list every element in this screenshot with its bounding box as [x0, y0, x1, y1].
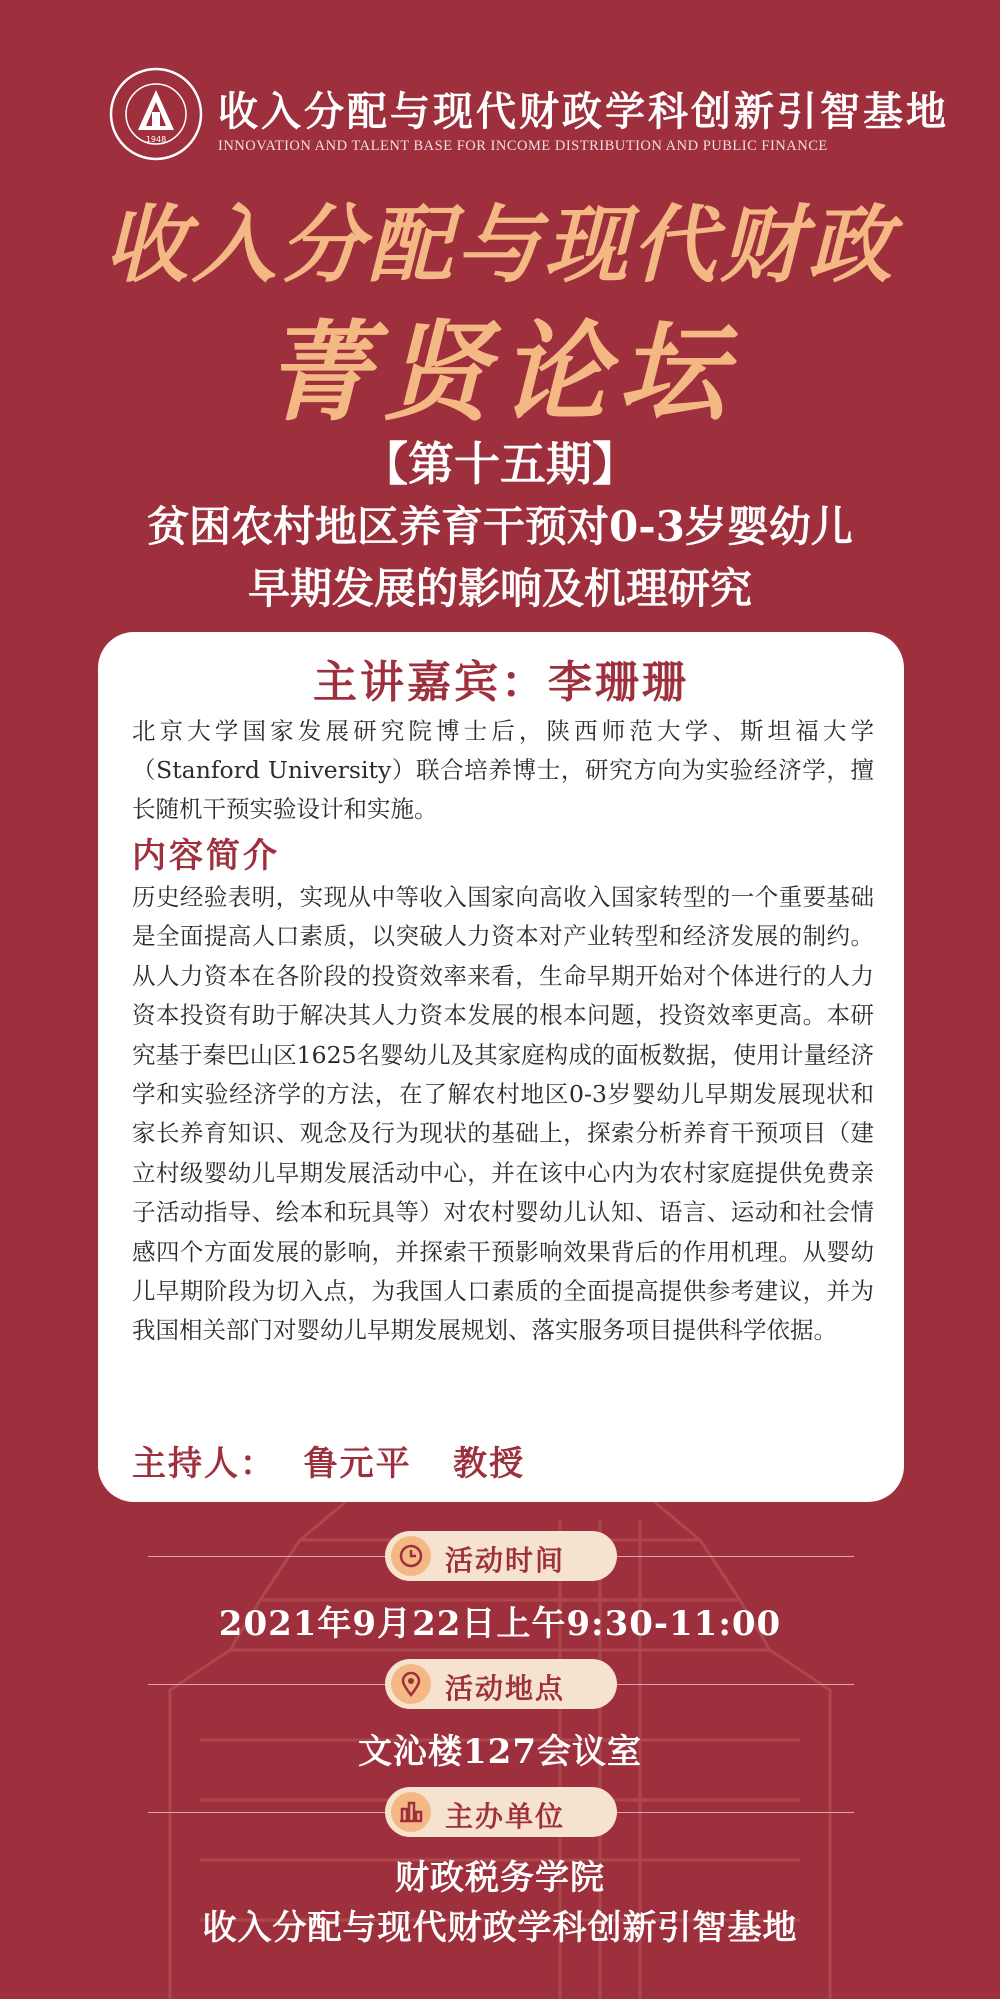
clock-icon — [391, 1536, 431, 1576]
location-pin-icon — [391, 1664, 431, 1704]
forum-title-line1: 收入分配与现代财政 — [103, 196, 896, 294]
issue-number: 【第十五期】 — [362, 437, 638, 491]
organizer-label: 主办单位 — [445, 1800, 566, 1833]
organizer-line2: 收入分配与现代财政学科创新引智基地 — [202, 1908, 798, 1948]
forum-title-line2: 菁贤论坛 — [263, 311, 736, 436]
organizer-line1: 财政税务学院 — [395, 1858, 605, 1898]
content-card — [98, 632, 904, 1502]
place-label: 活动地点 — [445, 1672, 566, 1705]
host-line: 主持人： 鲁元平 教授 — [132, 1444, 526, 1484]
base-name-en: INNOVATION AND TALENT BASE FOR INCOME DISTRIBUTION AND PUBLIC FINANCE — [218, 138, 828, 154]
speaker-bio: 北京大学国家发展研究院博士后，陕西师范大学、斯坦福大学（Stanford University）联合培养博士，研究方向为实验经济学，擅长随机干预实验设计和实施。 — [132, 717, 874, 823]
topic-line2: 早期发展的影响及机理研究 — [247, 564, 752, 613]
organizer-pill — [385, 1787, 617, 1837]
place-value: 文沁楼127会议室 — [358, 1732, 642, 1772]
topic-line1: 贫困农村地区养育干预对0-3岁婴幼儿 — [147, 502, 853, 551]
place-pill — [385, 1659, 617, 1709]
seal-year: 1948 — [145, 135, 167, 144]
time-value: 2021年9月22日上午9:30-11:00 — [218, 1604, 782, 1644]
time-label: 活动时间 — [445, 1544, 566, 1577]
building-icon — [391, 1792, 431, 1832]
university-seal-icon — [108, 66, 204, 162]
base-name-cn: 收入分配与现代财政学科创新引智基地 — [218, 89, 949, 135]
speaker-heading: 主讲嘉宾：李珊珊 — [313, 657, 689, 708]
intro-text: 历史经验表明，实现从中等收入国家向高收入国家转型的一个重要基础是全面提高人口素质，以突破人力资本对产业转型和经济发展的制约。从人力资本在各阶段的投资效率来看，生命早期开始对个体进行的人力资本投资有助于解决其人力资本发展的根本问题，投资效率更高。本研究基于秦巴山区1625名婴幼儿及其家庭构成的面板数据，使用计量经济学和实验经济学的方法，在了解农村地区0-3岁婴幼儿早期发展现状和家长养育知识、观念及行为现状的基础上，探索分析养育干预项目（建立村级婴幼儿早期发展活动中心，并在该中心内为农村家庭提供免费亲子活动指导、绘本和玩具等）对农村婴幼儿认知、语言、运动和社会情感四个方面发展的影响，并探索干预影响效果背后的作用机理。从婴幼儿早期阶段为切入点，为我国人口素质的全面提高提供参考建议，并为我国相关部门对婴幼儿早期发展规划、落实服务项目提供科学依据。 — [132, 883, 874, 1345]
header-logo-row — [108, 60, 949, 170]
intro-heading: 内容简介 — [132, 836, 280, 876]
lecture-topic — [40, 496, 960, 620]
time-pill — [385, 1531, 617, 1581]
